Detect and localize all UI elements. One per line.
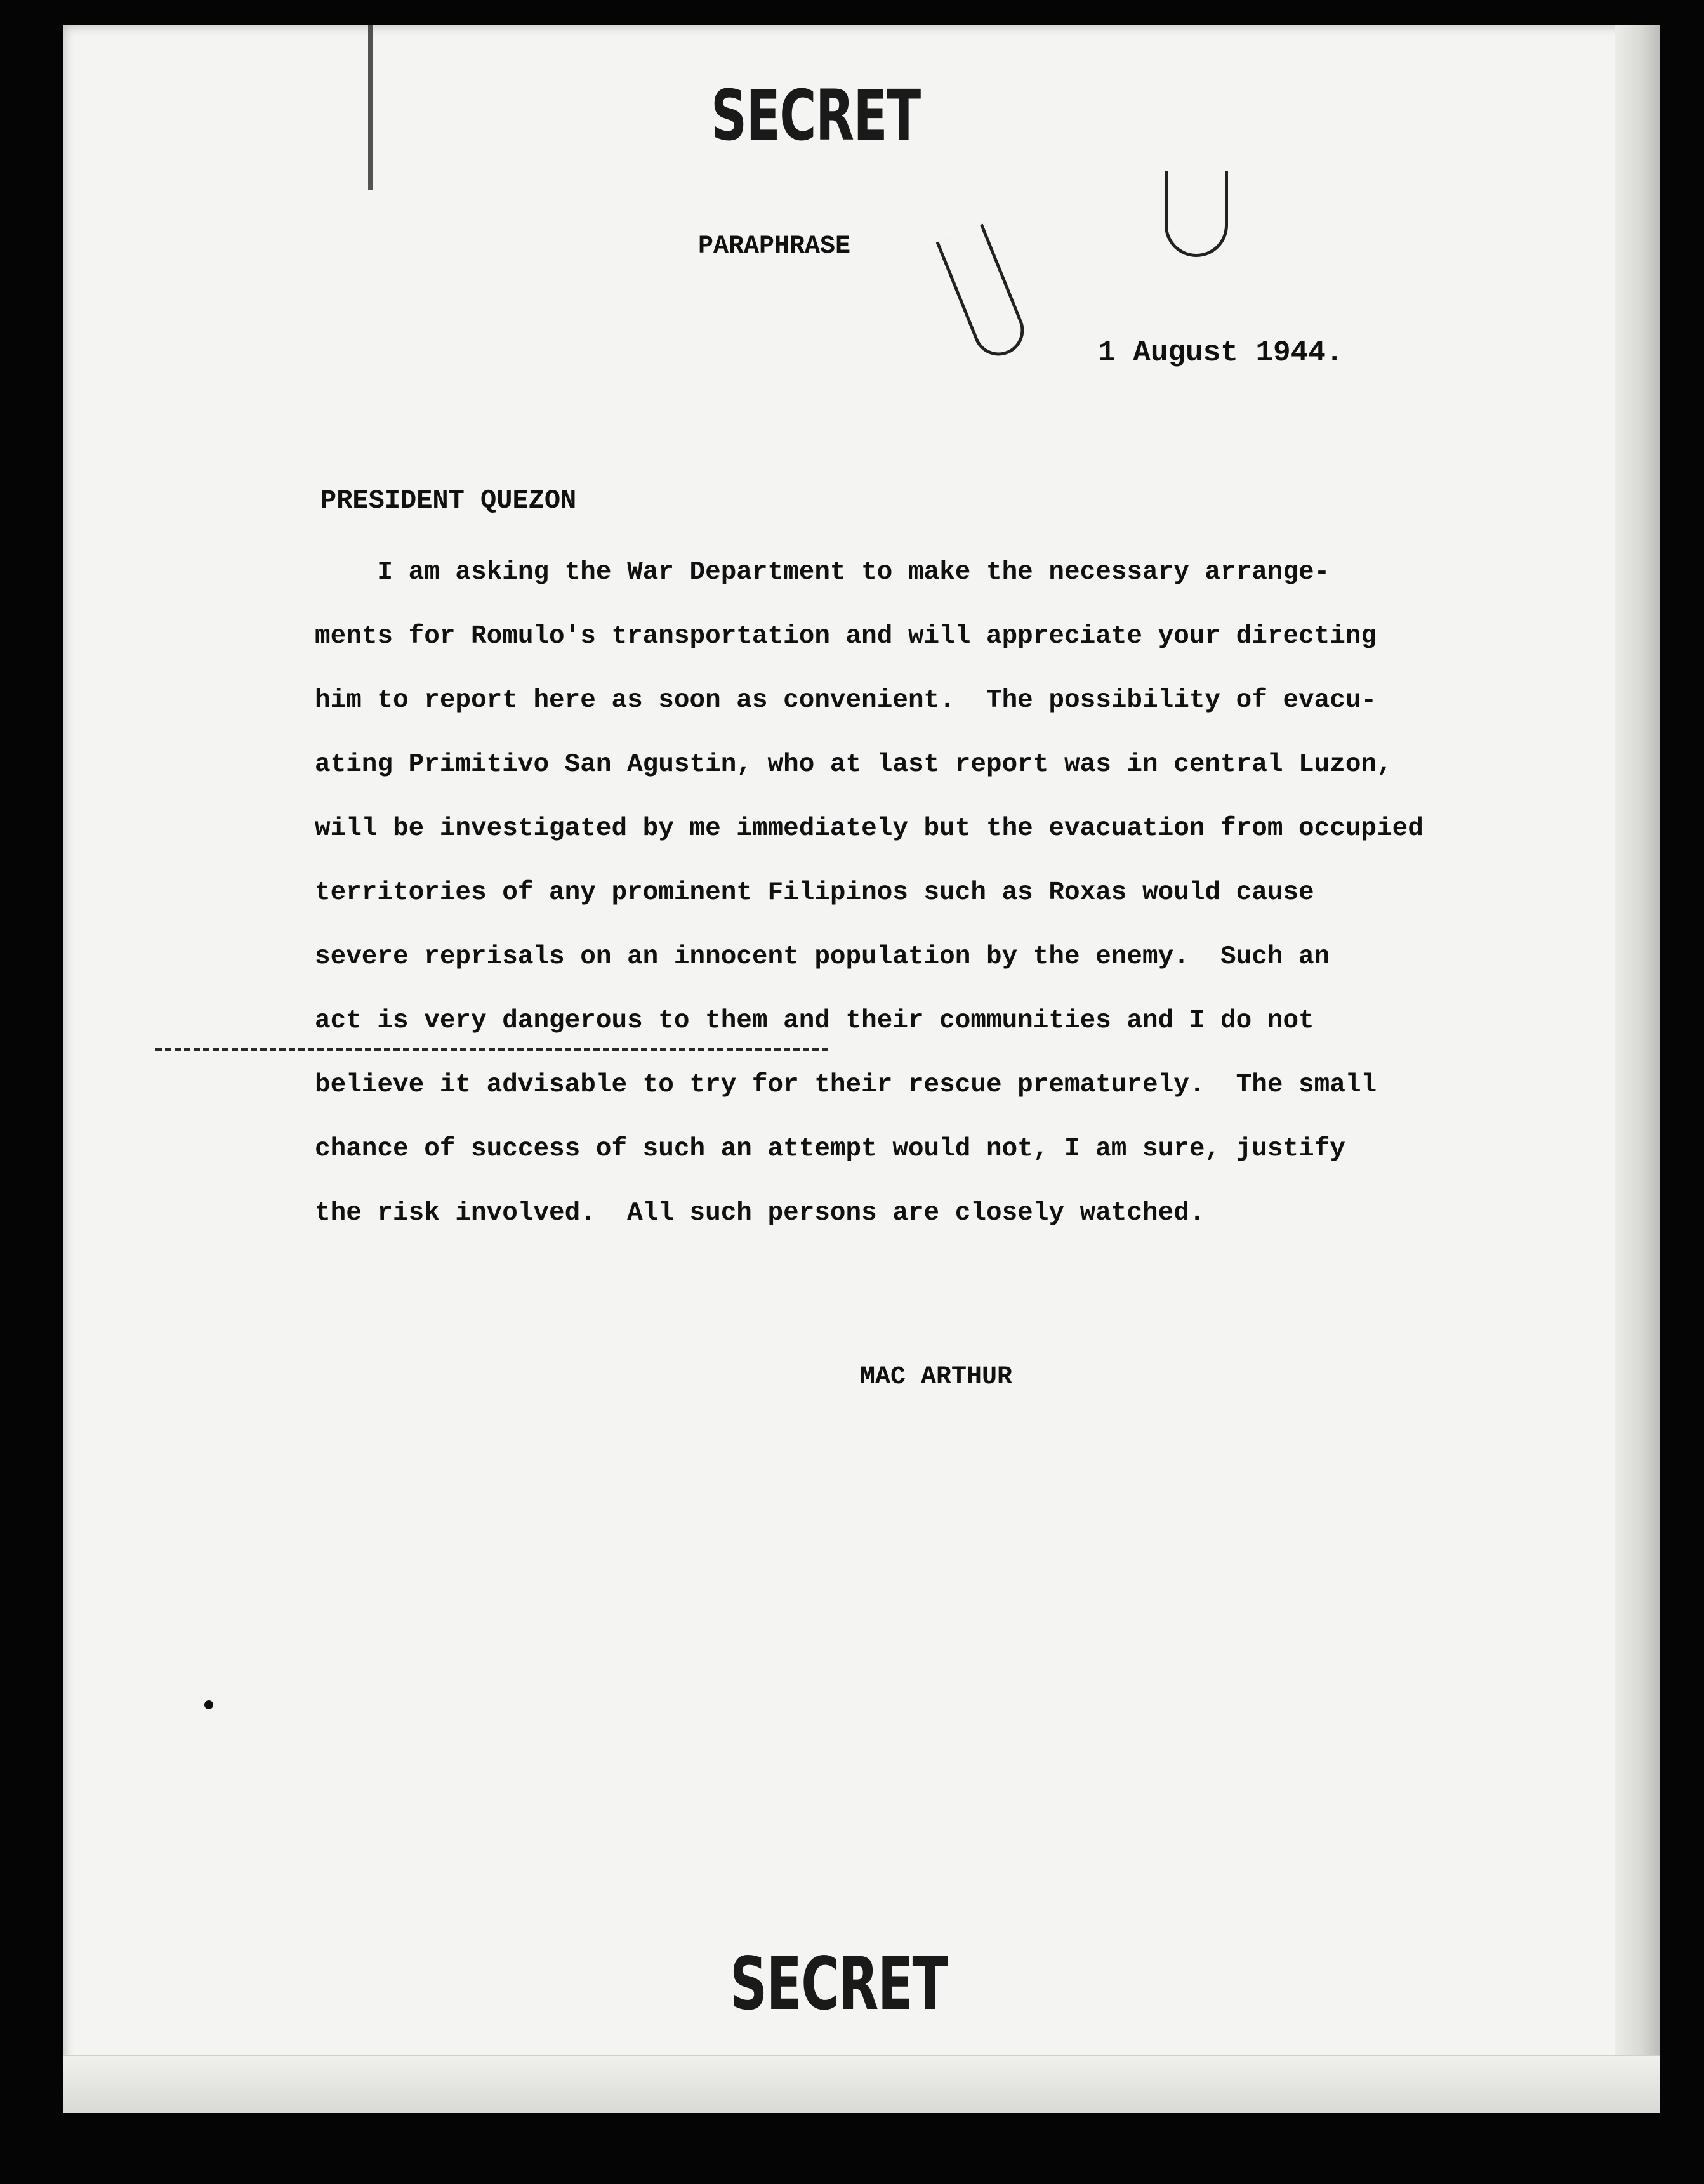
document-heading: PARAPHRASE: [698, 232, 851, 261]
paper-clip-mark: [1165, 171, 1228, 257]
classification-stamp-bottom: SECRET: [730, 1942, 948, 2026]
ink-speck: [204, 1700, 213, 1709]
body-line: the risk involved. All such persons are closely watched.: [315, 1199, 1205, 1228]
body-line: territories of any prominent Filipinos such as Roxas would cause: [315, 878, 1314, 907]
body-line: will be investigated by me immediately but the evacuation from occupied: [315, 814, 1423, 843]
body-line: severe reprisals on an innocent population by the enemy. Such an: [315, 942, 1330, 971]
addressee: PRESIDENT QUEZON: [320, 485, 577, 516]
body-line: ments for Romulo's transportation and will appreciate your directing: [315, 622, 1377, 651]
body-line: him to report here as soon as convenient. The possibility of evacu-: [315, 686, 1377, 715]
body-line: ating Primitivo San Agustin, who at last report was in central Luzon,: [315, 750, 1392, 779]
body-line: I am asking the War Department to make the necessary arrange-: [315, 558, 1330, 587]
classification-stamp-top: SECRET: [711, 75, 920, 156]
body-line: act is very dangerous to them and their communities and I do not: [315, 1006, 1314, 1036]
pencil-underline-mark: [155, 1048, 828, 1051]
message-body: [315, 553, 1489, 1258]
staple-mark: [368, 25, 373, 190]
body-line: believe it advisable to try for their rescue prematurely. The small: [315, 1070, 1377, 1100]
body-line: chance of success of such an attempt would not, I am sure, justify: [315, 1135, 1345, 1164]
paper-bottom-edge: [63, 2055, 1660, 2113]
stacked-page-edge: [1615, 25, 1660, 2113]
signature-block: MAC ARTHUR: [860, 1363, 1013, 1391]
document-date: 1 August 1944.: [1098, 336, 1344, 369]
